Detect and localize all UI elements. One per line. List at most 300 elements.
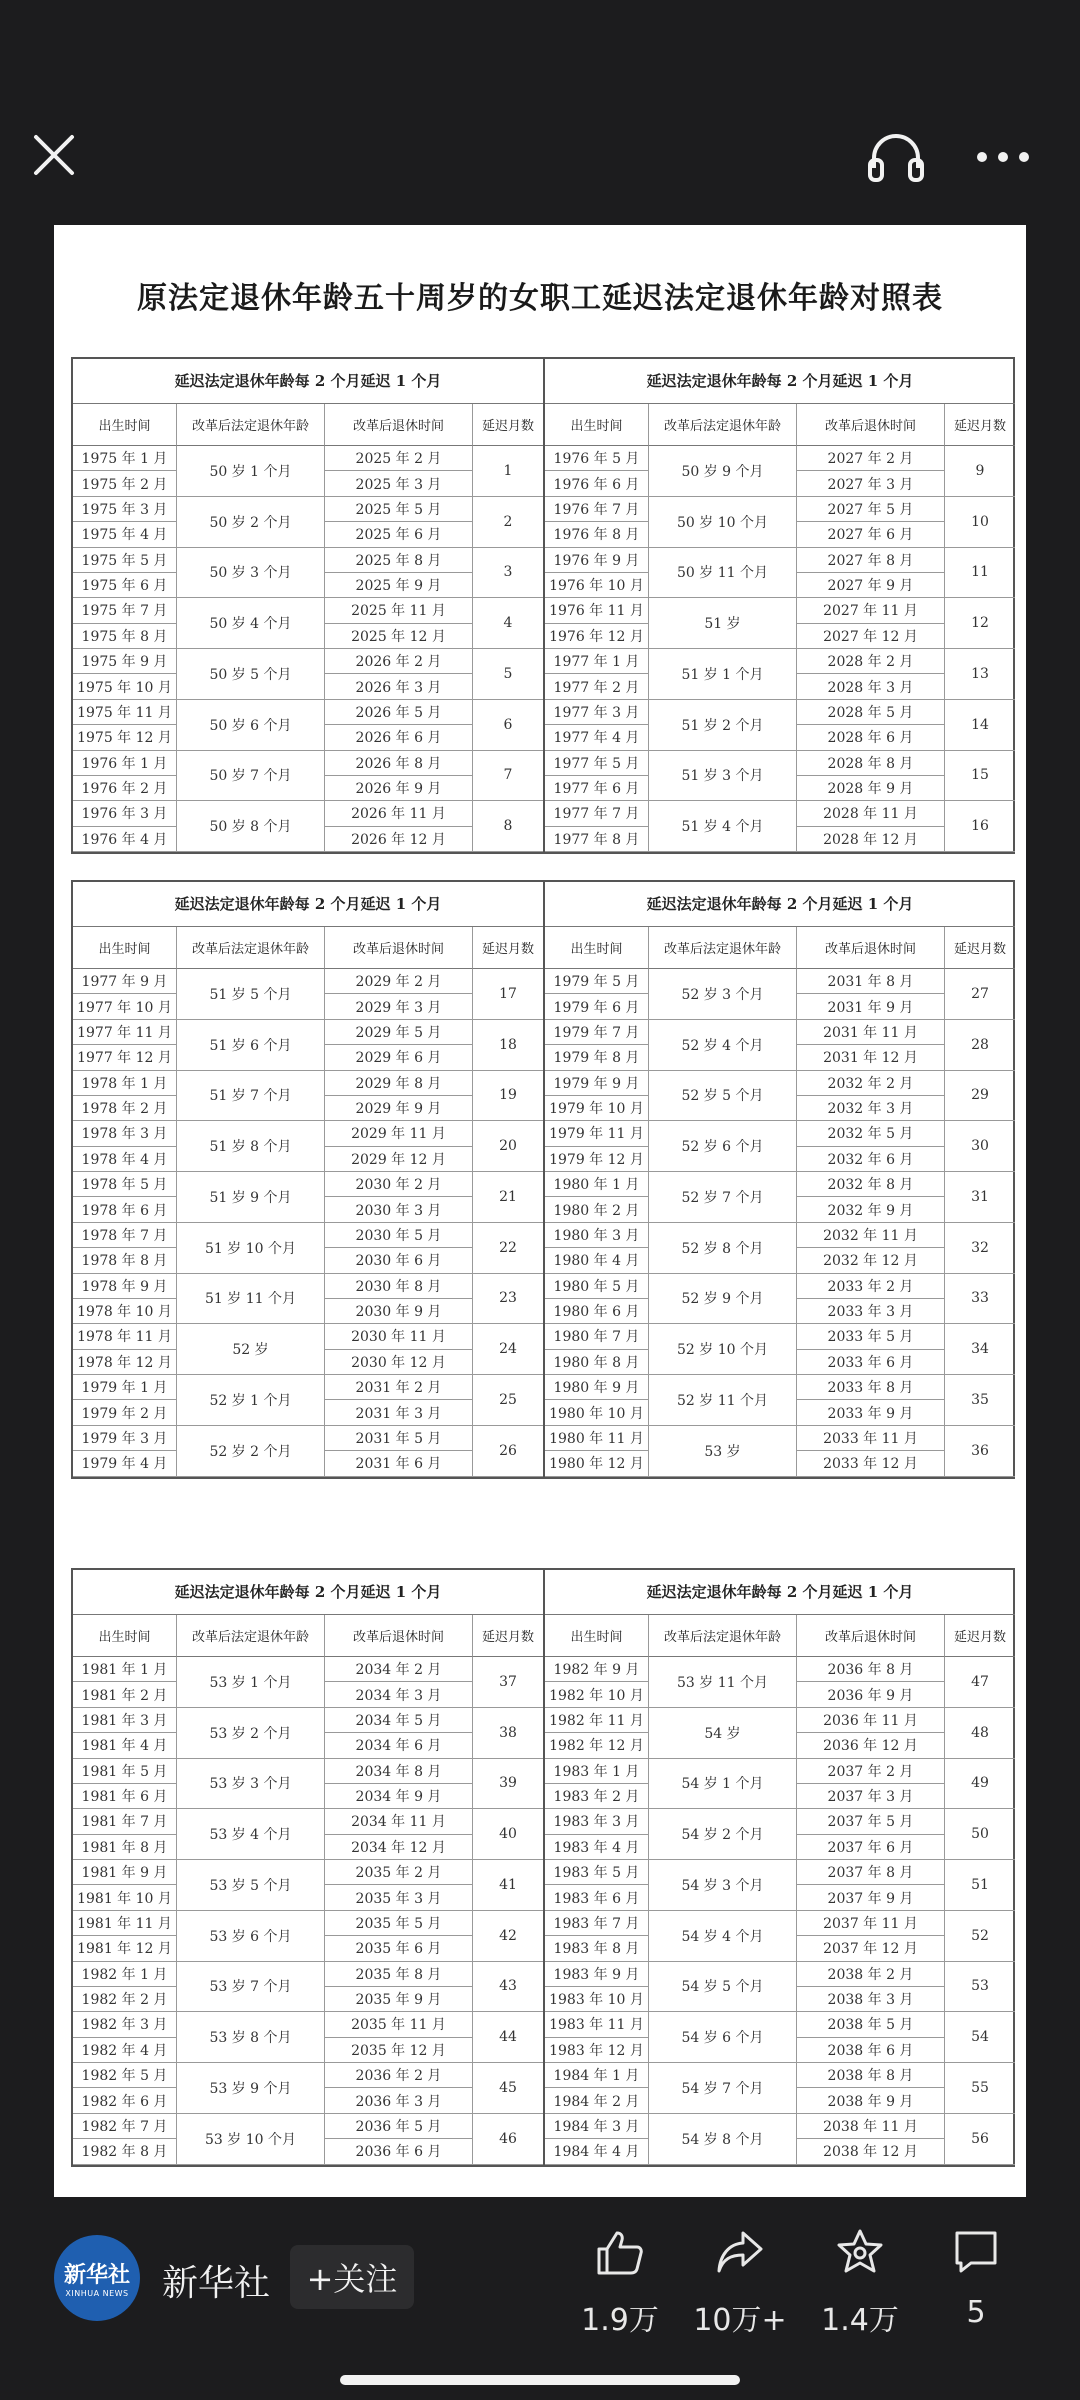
birth-time-cell: 1975 年 7 月 xyxy=(73,598,177,623)
delay-months-cell: 23 xyxy=(473,1274,543,1325)
birth-time-cell: 1980 年 3 月 xyxy=(545,1223,649,1248)
table-caption: 延迟法定退休年龄每 2 个月延迟 1 个月 xyxy=(73,1570,543,1615)
retire-time-cell: 2032 年 2 月 xyxy=(797,1071,945,1096)
delay-months-cell: 11 xyxy=(945,548,1015,599)
retire-time-cell: 2037 年 3 月 xyxy=(797,1784,945,1809)
retire-age-cell: 53 岁 xyxy=(649,1426,797,1477)
birth-time-cell: 1981 年 5 月 xyxy=(73,1759,177,1784)
birth-time-cell: 1979 年 10 月 xyxy=(545,1096,649,1121)
birth-time-cell: 1978 年 6 月 xyxy=(73,1197,177,1222)
column-header: 延迟月数 xyxy=(945,1615,1015,1657)
birth-time-cell: 1976 年 11 月 xyxy=(545,598,649,623)
column-header: 改革后退休时间 xyxy=(797,927,945,969)
birth-time-cell: 1984 年 2 月 xyxy=(545,2088,649,2113)
birth-time-cell: 1976 年 12 月 xyxy=(545,624,649,649)
birth-time-cell: 1975 年 10 月 xyxy=(73,674,177,699)
birth-time-cell: 1977 年 10 月 xyxy=(73,994,177,1019)
delay-months-cell: 21 xyxy=(473,1172,543,1223)
birth-time-cell: 1978 年 4 月 xyxy=(73,1147,177,1172)
retire-time-cell: 2027 年 3 月 xyxy=(797,471,945,496)
birth-time-cell: 1980 年 4 月 xyxy=(545,1248,649,1273)
delay-months-cell: 53 xyxy=(945,1962,1015,2013)
birth-time-cell: 1978 年 1 月 xyxy=(73,1071,177,1096)
retire-time-cell: 2031 年 8 月 xyxy=(797,969,945,994)
retire-age-cell: 50 岁 3 个月 xyxy=(177,548,325,599)
column-header: 改革后法定退休年龄 xyxy=(177,404,325,446)
delay-months-cell: 54 xyxy=(945,2012,1015,2063)
birth-time-cell: 1982 年 1 月 xyxy=(73,1962,177,1987)
retire-time-cell: 2030 年 5 月 xyxy=(325,1223,473,1248)
birth-time-cell: 1975 年 2 月 xyxy=(73,471,177,496)
delay-months-cell: 47 xyxy=(945,1657,1015,1708)
table-half xyxy=(543,1570,1015,2165)
birth-time-cell: 1979 年 3 月 xyxy=(73,1426,177,1451)
retire-time-cell: 2034 年 2 月 xyxy=(325,1657,473,1682)
delay-months-cell: 15 xyxy=(945,751,1015,802)
retire-time-cell: 2034 年 6 月 xyxy=(325,1733,473,1758)
retire-time-cell: 2032 年 8 月 xyxy=(797,1172,945,1197)
birth-time-cell: 1982 年 2 月 xyxy=(73,1987,177,2012)
birth-time-cell: 1980 年 1 月 xyxy=(545,1172,649,1197)
retire-time-cell: 2025 年 9 月 xyxy=(325,573,473,598)
top-bar xyxy=(0,0,1080,225)
birth-time-cell: 1978 年 12 月 xyxy=(73,1350,177,1375)
delay-months-cell: 31 xyxy=(945,1172,1015,1223)
retire-time-cell: 2037 年 12 月 xyxy=(797,1936,945,1961)
retire-time-cell: 2031 年 3 月 xyxy=(325,1400,473,1425)
birth-time-cell: 1979 年 8 月 xyxy=(545,1045,649,1070)
birth-time-cell: 1979 年 2 月 xyxy=(73,1400,177,1425)
retire-time-cell: 2036 年 8 月 xyxy=(797,1657,945,1682)
column-header: 延迟月数 xyxy=(473,1615,543,1657)
birth-time-cell: 1975 年 4 月 xyxy=(73,522,177,547)
table-half xyxy=(543,359,1015,852)
birth-time-cell: 1978 年 9 月 xyxy=(73,1274,177,1299)
retire-time-cell: 2029 年 2 月 xyxy=(325,969,473,994)
retire-time-cell: 2028 年 3 月 xyxy=(797,674,945,699)
retire-time-cell: 2033 年 2 月 xyxy=(797,1274,945,1299)
retire-time-cell: 2025 年 11 月 xyxy=(325,598,473,623)
document-image[interactable] xyxy=(54,225,1026,2197)
delay-months-cell: 16 xyxy=(945,801,1015,852)
retire-time-cell: 2036 年 5 月 xyxy=(325,2114,473,2139)
like-button[interactable] xyxy=(560,2227,680,2347)
retire-time-cell: 2037 年 11 月 xyxy=(797,1911,945,1936)
delay-months-cell: 52 xyxy=(945,1911,1015,1962)
retire-time-cell: 2035 年 8 月 xyxy=(325,1962,473,1987)
share-button[interactable] xyxy=(680,2227,800,2347)
retire-time-cell: 2035 年 6 月 xyxy=(325,1936,473,1961)
retire-age-cell: 50 岁 10 个月 xyxy=(649,497,797,548)
column-header: 出生时间 xyxy=(73,1615,177,1657)
retire-time-cell: 2034 年 11 月 xyxy=(325,1809,473,1834)
retire-age-cell: 51 岁 1 个月 xyxy=(649,649,797,700)
birth-time-cell: 1977 年 4 月 xyxy=(545,725,649,750)
retire-time-cell: 2029 年 11 月 xyxy=(325,1121,473,1146)
table-caption: 延迟法定退休年龄每 2 个月延迟 1 个月 xyxy=(545,1570,1015,1615)
birth-time-cell: 1982 年 9 月 xyxy=(545,1657,649,1682)
birth-time-cell: 1979 年 12 月 xyxy=(545,1147,649,1172)
retire-age-cell: 51 岁 6 个月 xyxy=(177,1020,325,1071)
retire-age-cell: 50 岁 6 个月 xyxy=(177,700,325,751)
retire-time-cell: 2032 年 12 月 xyxy=(797,1248,945,1273)
retire-age-cell: 53 岁 9 个月 xyxy=(177,2063,325,2114)
birth-time-cell: 1982 年 8 月 xyxy=(73,2139,177,2164)
home-indicator[interactable] xyxy=(340,2375,740,2385)
table-half xyxy=(73,359,543,852)
birth-time-cell: 1977 年 11 月 xyxy=(73,1020,177,1045)
table-half xyxy=(73,882,543,1477)
retire-time-cell: 2029 年 3 月 xyxy=(325,994,473,1019)
retire-time-cell: 2038 年 3 月 xyxy=(797,1987,945,2012)
delay-months-cell: 56 xyxy=(945,2114,1015,2165)
retire-age-cell: 53 岁 8 个月 xyxy=(177,2012,325,2063)
retire-age-cell: 51 岁 9 个月 xyxy=(177,1172,325,1223)
retire-time-cell: 2028 年 6 月 xyxy=(797,725,945,750)
birth-time-cell: 1977 年 12 月 xyxy=(73,1045,177,1070)
retire-age-cell: 52 岁 8 个月 xyxy=(649,1223,797,1274)
retire-age-cell: 51 岁 8 个月 xyxy=(177,1121,325,1172)
retire-time-cell: 2035 年 2 月 xyxy=(325,1860,473,1885)
retire-time-cell: 2033 年 8 月 xyxy=(797,1375,945,1400)
birth-time-cell: 1981 年 12 月 xyxy=(73,1936,177,1961)
retire-time-cell: 2036 年 12 月 xyxy=(797,1733,945,1758)
retire-time-cell: 2037 年 9 月 xyxy=(797,1885,945,1910)
birth-time-cell: 1975 年 5 月 xyxy=(73,548,177,573)
delay-months-cell: 4 xyxy=(473,598,543,649)
birth-time-cell: 1978 年 8 月 xyxy=(73,1248,177,1273)
retire-time-cell: 2030 年 9 月 xyxy=(325,1299,473,1324)
birth-time-cell: 1979 年 9 月 xyxy=(545,1071,649,1096)
delay-months-cell: 34 xyxy=(945,1324,1015,1375)
follow-button[interactable]: +关注 xyxy=(290,2245,414,2309)
retire-age-cell: 50 岁 9 个月 xyxy=(649,446,797,497)
bottom-bar xyxy=(0,2197,1080,2400)
birth-time-cell: 1977 年 7 月 xyxy=(545,801,649,826)
retire-age-cell: 50 岁 2 个月 xyxy=(177,497,325,548)
column-header: 延迟月数 xyxy=(945,404,1015,446)
delay-months-cell: 2 xyxy=(473,497,543,548)
retire-time-cell: 2025 年 12 月 xyxy=(325,624,473,649)
more-icon[interactable] xyxy=(975,150,1031,164)
retire-time-cell: 2029 年 8 月 xyxy=(325,1071,473,1096)
retire-time-cell: 2038 年 5 月 xyxy=(797,2012,945,2037)
comment-count: 5 xyxy=(966,2295,986,2330)
retire-age-cell: 53 岁 2 个月 xyxy=(177,1708,325,1759)
birth-time-cell: 1976 年 9 月 xyxy=(545,548,649,573)
retire-age-cell: 53 岁 10 个月 xyxy=(177,2114,325,2165)
retire-age-cell: 52 岁 10 个月 xyxy=(649,1324,797,1375)
retire-time-cell: 2037 年 5 月 xyxy=(797,1809,945,1834)
retire-time-cell: 2032 年 3 月 xyxy=(797,1096,945,1121)
avatar-logo-subtext: XINHUA NEWS xyxy=(65,2289,129,2298)
delay-months-cell: 48 xyxy=(945,1708,1015,1759)
retire-time-cell: 2030 年 12 月 xyxy=(325,1350,473,1375)
retire-time-cell: 2038 年 9 月 xyxy=(797,2088,945,2113)
retire-time-cell: 2036 年 9 月 xyxy=(797,1682,945,1707)
birth-time-cell: 1984 年 1 月 xyxy=(545,2063,649,2088)
birth-time-cell: 1981 年 7 月 xyxy=(73,1809,177,1834)
retire-time-cell: 2033 年 3 月 xyxy=(797,1299,945,1324)
retirement-table-section-2 xyxy=(71,880,1015,1479)
birth-time-cell: 1976 年 7 月 xyxy=(545,497,649,522)
retire-time-cell: 2035 年 12 月 xyxy=(325,2038,473,2063)
retire-age-cell: 51 岁 5 个月 xyxy=(177,969,325,1020)
retire-time-cell: 2025 年 3 月 xyxy=(325,471,473,496)
birth-time-cell: 1983 年 2 月 xyxy=(545,1784,649,1809)
retire-time-cell: 2029 年 5 月 xyxy=(325,1020,473,1045)
table-half xyxy=(543,882,1015,1477)
retire-time-cell: 2029 年 6 月 xyxy=(325,1045,473,1070)
birth-time-cell: 1976 年 3 月 xyxy=(73,801,177,826)
retire-time-cell: 2027 年 12 月 xyxy=(797,624,945,649)
delay-months-cell: 28 xyxy=(945,1020,1015,1071)
delay-months-cell: 3 xyxy=(473,548,543,599)
birth-time-cell: 1982 年 5 月 xyxy=(73,2063,177,2088)
retire-age-cell: 50 岁 1 个月 xyxy=(177,446,325,497)
table-caption: 延迟法定退休年龄每 2 个月延迟 1 个月 xyxy=(545,359,1015,404)
delay-months-cell: 20 xyxy=(473,1121,543,1172)
retire-time-cell: 2026 年 9 月 xyxy=(325,776,473,801)
birth-time-cell: 1975 年 9 月 xyxy=(73,649,177,674)
delay-months-cell: 32 xyxy=(945,1223,1015,1274)
column-header: 出生时间 xyxy=(73,404,177,446)
retire-time-cell: 2029 年 9 月 xyxy=(325,1096,473,1121)
birth-time-cell: 1983 年 8 月 xyxy=(545,1936,649,1961)
retirement-table xyxy=(545,927,1015,1477)
retire-time-cell: 2030 年 3 月 xyxy=(325,1197,473,1222)
retire-time-cell: 2028 年 11 月 xyxy=(797,801,945,826)
retire-time-cell: 2034 年 8 月 xyxy=(325,1759,473,1784)
retire-age-cell: 52 岁 7 个月 xyxy=(649,1172,797,1223)
birth-time-cell: 1979 年 5 月 xyxy=(545,969,649,994)
birth-time-cell: 1981 年 9 月 xyxy=(73,1860,177,1885)
delay-months-cell: 49 xyxy=(945,1759,1015,1810)
retire-age-cell: 53 岁 7 个月 xyxy=(177,1962,325,2013)
birth-time-cell: 1982 年 3 月 xyxy=(73,2012,177,2037)
retirement-table xyxy=(73,1615,543,2165)
delay-months-cell: 5 xyxy=(473,649,543,700)
retire-age-cell: 52 岁 4 个月 xyxy=(649,1020,797,1071)
retire-age-cell: 52 岁 3 个月 xyxy=(649,969,797,1020)
birth-time-cell: 1981 年 1 月 xyxy=(73,1657,177,1682)
delay-months-cell: 27 xyxy=(945,969,1015,1020)
retirement-table xyxy=(73,404,543,852)
delay-months-cell: 25 xyxy=(473,1375,543,1426)
birth-time-cell: 1975 年 3 月 xyxy=(73,497,177,522)
retire-time-cell: 2029 年 12 月 xyxy=(325,1147,473,1172)
column-header: 改革后法定退休年龄 xyxy=(177,1615,325,1657)
retire-time-cell: 2036 年 11 月 xyxy=(797,1708,945,1733)
birth-time-cell: 1979 年 6 月 xyxy=(545,994,649,1019)
birth-time-cell: 1977 年 3 月 xyxy=(545,700,649,725)
birth-time-cell: 1982 年 12 月 xyxy=(545,1733,649,1758)
delay-months-cell: 9 xyxy=(945,446,1015,497)
retire-time-cell: 2038 年 12 月 xyxy=(797,2139,945,2164)
birth-time-cell: 1983 年 1 月 xyxy=(545,1759,649,1784)
birth-time-cell: 1983 年 11 月 xyxy=(545,2012,649,2037)
retire-time-cell: 2026 年 12 月 xyxy=(325,827,473,852)
retire-time-cell: 2027 年 9 月 xyxy=(797,573,945,598)
delay-months-cell: 29 xyxy=(945,1071,1015,1122)
retire-age-cell: 51 岁 3 个月 xyxy=(649,751,797,802)
retire-age-cell: 52 岁 2 个月 xyxy=(177,1426,325,1477)
avatar[interactable] xyxy=(54,2235,140,2321)
birth-time-cell: 1983 年 10 月 xyxy=(545,1987,649,2012)
birth-time-cell: 1981 年 10 月 xyxy=(73,1885,177,1910)
close-icon[interactable] xyxy=(32,133,76,177)
column-header: 改革后法定退休年龄 xyxy=(649,1615,797,1657)
retire-time-cell: 2034 年 9 月 xyxy=(325,1784,473,1809)
delay-months-cell: 41 xyxy=(473,1860,543,1911)
birth-time-cell: 1977 年 2 月 xyxy=(545,674,649,699)
retire-age-cell: 54 岁 6 个月 xyxy=(649,2012,797,2063)
birth-time-cell: 1978 年 2 月 xyxy=(73,1096,177,1121)
like-count: 1.9万 xyxy=(581,2303,659,2338)
column-header: 改革后退休时间 xyxy=(325,404,473,446)
retire-age-cell: 52 岁 9 个月 xyxy=(649,1274,797,1325)
column-header: 改革后退休时间 xyxy=(325,1615,473,1657)
birth-time-cell: 1977 年 8 月 xyxy=(545,827,649,852)
delay-months-cell: 55 xyxy=(945,2063,1015,2114)
retirement-table-section-3 xyxy=(71,1568,1015,2167)
retire-age-cell: 53 岁 1 个月 xyxy=(177,1657,325,1708)
column-header: 改革后退休时间 xyxy=(797,1615,945,1657)
avatar-logo-text: 新华社 xyxy=(63,2263,130,2288)
retire-age-cell: 54 岁 7 个月 xyxy=(649,2063,797,2114)
retire-time-cell: 2027 年 5 月 xyxy=(797,497,945,522)
collect-count: 1.4万 xyxy=(821,2303,899,2338)
comment-icon xyxy=(951,2227,1001,2277)
delay-months-cell: 22 xyxy=(473,1223,543,1274)
column-header: 延迟月数 xyxy=(473,404,543,446)
birth-time-cell: 1976 年 10 月 xyxy=(545,573,649,598)
retire-age-cell: 54 岁 3 个月 xyxy=(649,1860,797,1911)
retire-time-cell: 2038 年 2 月 xyxy=(797,1962,945,1987)
delay-months-cell: 43 xyxy=(473,1962,543,2013)
retire-age-cell: 50 岁 4 个月 xyxy=(177,598,325,649)
delay-months-cell: 39 xyxy=(473,1759,543,1810)
retirement-table xyxy=(73,927,543,1477)
retire-time-cell: 2025 年 8 月 xyxy=(325,548,473,573)
birth-time-cell: 1980 年 7 月 xyxy=(545,1324,649,1349)
birth-time-cell: 1977 年 5 月 xyxy=(545,751,649,776)
birth-time-cell: 1975 年 6 月 xyxy=(73,573,177,598)
retire-age-cell: 53 岁 11 个月 xyxy=(649,1657,797,1708)
retire-age-cell: 53 岁 5 个月 xyxy=(177,1860,325,1911)
retire-time-cell: 2037 年 2 月 xyxy=(797,1759,945,1784)
retire-age-cell: 50 岁 5 个月 xyxy=(177,649,325,700)
retire-time-cell: 2036 年 3 月 xyxy=(325,2088,473,2113)
birth-time-cell: 1978 年 7 月 xyxy=(73,1223,177,1248)
birth-time-cell: 1983 年 12 月 xyxy=(545,2038,649,2063)
birth-time-cell: 1980 年 8 月 xyxy=(545,1350,649,1375)
star-icon xyxy=(835,2227,885,2277)
birth-time-cell: 1980 年 12 月 xyxy=(545,1451,649,1476)
retire-time-cell: 2028 年 9 月 xyxy=(797,776,945,801)
delay-months-cell: 1 xyxy=(473,446,543,497)
delay-months-cell: 46 xyxy=(473,2114,543,2165)
column-header: 出生时间 xyxy=(545,1615,649,1657)
birth-time-cell: 1980 年 11 月 xyxy=(545,1426,649,1451)
retire-age-cell: 52 岁 1 个月 xyxy=(177,1375,325,1426)
retire-time-cell: 2026 年 11 月 xyxy=(325,801,473,826)
retire-age-cell: 51 岁 10 个月 xyxy=(177,1223,325,1274)
birth-time-cell: 1976 年 1 月 xyxy=(73,751,177,776)
retire-time-cell: 2030 年 8 月 xyxy=(325,1274,473,1299)
retire-age-cell: 54 岁 xyxy=(649,1708,797,1759)
comment-button[interactable] xyxy=(916,2227,1036,2347)
headphone-icon[interactable] xyxy=(866,128,926,184)
birth-time-cell: 1980 年 5 月 xyxy=(545,1274,649,1299)
delay-months-cell: 14 xyxy=(945,700,1015,751)
delay-months-cell: 40 xyxy=(473,1809,543,1860)
retire-time-cell: 2037 年 6 月 xyxy=(797,1835,945,1860)
delay-months-cell: 17 xyxy=(473,969,543,1020)
retire-time-cell: 2026 年 8 月 xyxy=(325,751,473,776)
column-header: 延迟月数 xyxy=(945,927,1015,969)
retire-time-cell: 2026 年 2 月 xyxy=(325,649,473,674)
retire-time-cell: 2033 年 6 月 xyxy=(797,1350,945,1375)
retire-time-cell: 2028 年 5 月 xyxy=(797,700,945,725)
retire-time-cell: 2031 年 9 月 xyxy=(797,994,945,1019)
retire-time-cell: 2031 年 6 月 xyxy=(325,1451,473,1476)
retire-time-cell: 2025 年 2 月 xyxy=(325,446,473,471)
delay-months-cell: 44 xyxy=(473,2012,543,2063)
retire-age-cell: 51 岁 2 个月 xyxy=(649,700,797,751)
birth-time-cell: 1978 年 11 月 xyxy=(73,1324,177,1349)
birth-time-cell: 1977 年 6 月 xyxy=(545,776,649,801)
delay-months-cell: 13 xyxy=(945,649,1015,700)
retire-time-cell: 2033 年 5 月 xyxy=(797,1324,945,1349)
retire-age-cell: 51 岁 11 个月 xyxy=(177,1274,325,1325)
retire-time-cell: 2027 年 6 月 xyxy=(797,522,945,547)
collect-button[interactable] xyxy=(800,2227,920,2347)
retire-time-cell: 2027 年 8 月 xyxy=(797,548,945,573)
birth-time-cell: 1976 年 8 月 xyxy=(545,522,649,547)
retirement-table xyxy=(545,404,1015,852)
delay-months-cell: 24 xyxy=(473,1324,543,1375)
retire-time-cell: 2038 年 11 月 xyxy=(797,2114,945,2139)
retire-time-cell: 2027 年 11 月 xyxy=(797,598,945,623)
birth-time-cell: 1976 年 5 月 xyxy=(545,446,649,471)
birth-time-cell: 1981 年 2 月 xyxy=(73,1682,177,1707)
birth-time-cell: 1979 年 11 月 xyxy=(545,1121,649,1146)
retire-age-cell: 54 岁 2 个月 xyxy=(649,1809,797,1860)
retire-age-cell: 52 岁 11 个月 xyxy=(649,1375,797,1426)
retire-time-cell: 2025 年 5 月 xyxy=(325,497,473,522)
birth-time-cell: 1982 年 6 月 xyxy=(73,2088,177,2113)
retire-time-cell: 2027 年 2 月 xyxy=(797,446,945,471)
birth-time-cell: 1977 年 1 月 xyxy=(545,649,649,674)
birth-time-cell: 1981 年 8 月 xyxy=(73,1835,177,1860)
birth-time-cell: 1982 年 10 月 xyxy=(545,1682,649,1707)
birth-time-cell: 1976 年 4 月 xyxy=(73,827,177,852)
birth-time-cell: 1975 年 8 月 xyxy=(73,624,177,649)
column-header: 改革后法定退休年龄 xyxy=(649,927,797,969)
birth-time-cell: 1983 年 6 月 xyxy=(545,1885,649,1910)
birth-time-cell: 1979 年 1 月 xyxy=(73,1375,177,1400)
retire-time-cell: 2036 年 6 月 xyxy=(325,2139,473,2164)
retire-age-cell: 51 岁 4 个月 xyxy=(649,801,797,852)
retire-time-cell: 2028 年 12 月 xyxy=(797,827,945,852)
retire-time-cell: 2033 年 11 月 xyxy=(797,1426,945,1451)
retire-time-cell: 2032 年 6 月 xyxy=(797,1147,945,1172)
table-half xyxy=(73,1570,543,2165)
delay-months-cell: 51 xyxy=(945,1860,1015,1911)
account-name[interactable]: 新华社 xyxy=(162,2263,271,2304)
table-caption: 延迟法定退休年龄每 2 个月延迟 1 个月 xyxy=(73,359,543,404)
